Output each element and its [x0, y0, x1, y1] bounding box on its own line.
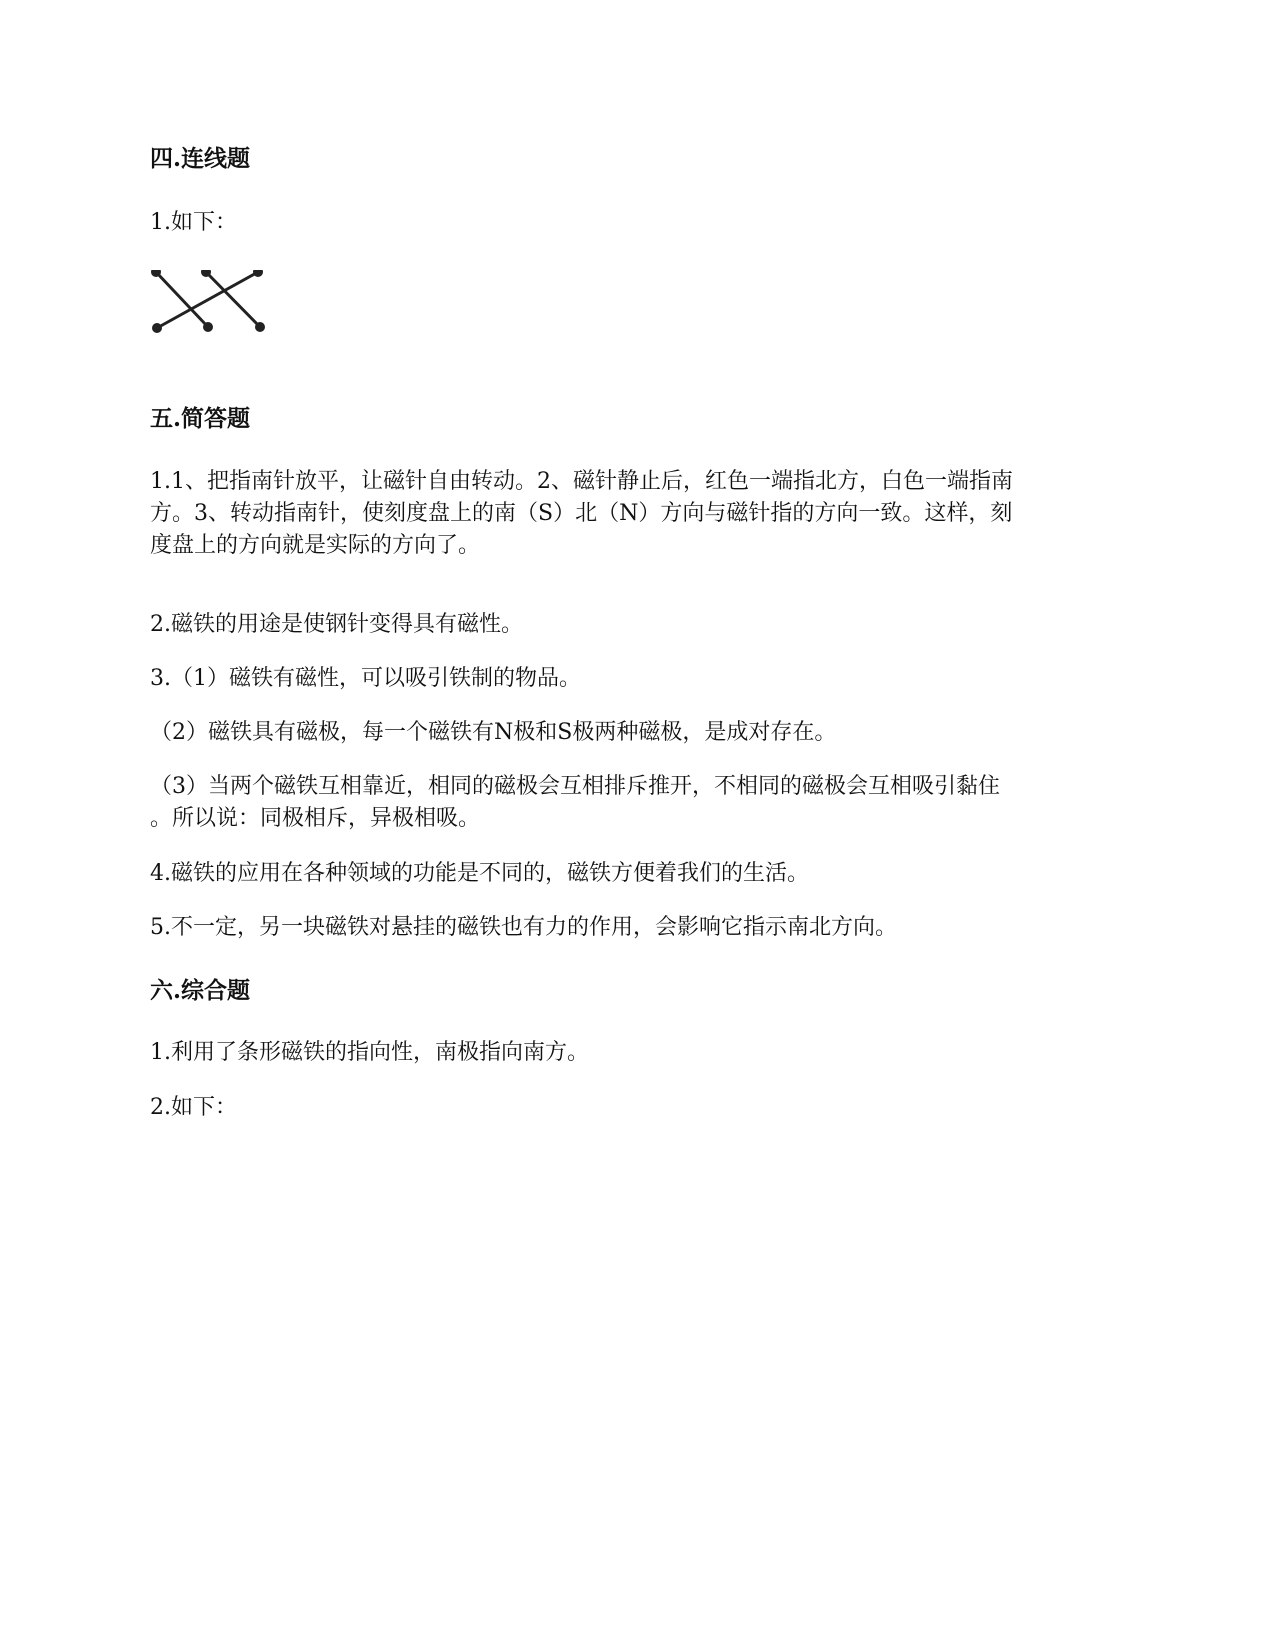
section-5-question-3-part-2: （2）磁铁具有磁极，每一个磁铁有N极和S极两种磁极，是成对存在。 — [150, 720, 837, 745]
text-line: （3）当两个磁铁互相靠近，相同的磁极会互相排斥推开，不相同的磁极会互相吸引黏住 — [150, 774, 1000, 799]
connecting-line — [206, 272, 260, 327]
match-point — [203, 270, 210, 276]
match-point — [154, 325, 161, 332]
text-line: 。所以说：同极相斥，异极相吸。 — [150, 806, 481, 831]
section-6-question-2: 2.如下： — [150, 1095, 237, 1120]
text-line: 度盘上的方向就是实际的方向了。 — [150, 533, 481, 558]
match-point — [153, 270, 160, 276]
section-5-question-5: 5.不一定，另一块磁铁对悬挂的磁铁也有力的作用，会影响它指示南北方向。 — [150, 915, 897, 940]
connecting-line — [156, 272, 208, 327]
match-point — [257, 324, 264, 331]
section-5-question-3-part-1: 3.（1）磁铁有磁性，可以吸引铁制的物品。 — [150, 666, 581, 691]
text-line: 方。3、转动指南针，使刻度盘上的南（S）北（N）方向与磁针指的方向一致。这样，刻 — [150, 501, 1013, 526]
section-5-question-3-part-3 — [150, 771, 1125, 835]
match-point — [255, 270, 262, 276]
section-5-question-1 — [150, 466, 1125, 562]
match-point — [205, 324, 212, 331]
section-6-question-1: 1.利用了条形磁铁的指向性，南极指向南方。 — [150, 1040, 589, 1065]
section-4-question-1: 1.如下： — [150, 210, 237, 235]
matching-lines-diagram — [150, 270, 280, 350]
connecting-line — [157, 272, 258, 328]
section-4-heading: 四.连线题 — [150, 145, 251, 172]
section-5-heading: 五.简答题 — [150, 405, 251, 432]
section-5-question-2: 2.磁铁的用途是使钢针变得具有磁性。 — [150, 612, 523, 637]
section-6-heading: 六.综合题 — [150, 977, 251, 1004]
text-line: 1.1、把指南针放平，让磁针自由转动。2、磁针静止后，红色一端指北方，白色一端指南 — [150, 469, 1013, 494]
section-5-question-4: 4.磁铁的应用在各种领域的功能是不同的，磁铁方便着我们的生活。 — [150, 861, 809, 886]
